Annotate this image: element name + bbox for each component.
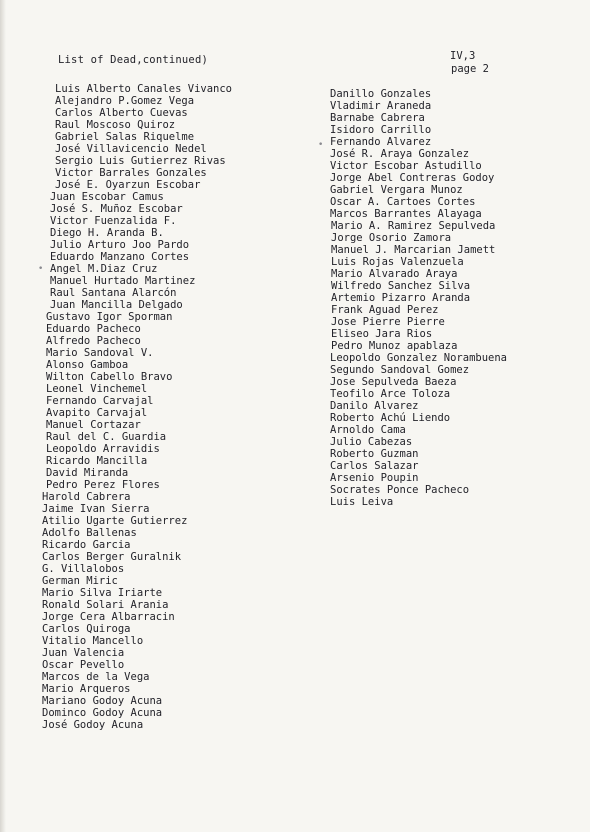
name-entry: Ricardo Garcia (42, 539, 131, 551)
name-entry: Raul Santana Alarcón (50, 287, 177, 299)
name-entry: Carlos Berger Guralnik (42, 551, 182, 563)
name-entry: Oscar Pevello (42, 659, 125, 671)
name-entry: Adolfo Ballenas (42, 527, 137, 539)
name-entry: German Miric (42, 575, 118, 587)
scan-edge-shadow (0, 0, 6, 832)
name-entry: Roberto Achú Liendo (330, 412, 451, 424)
name-entry: Alejandro P.Gomez Vega (55, 95, 195, 107)
name-entry: Wilton Cabello Bravo (46, 371, 173, 383)
name-entry: Juan Valencia (42, 647, 125, 659)
name-entry: Carlos Alberto Cuevas (55, 107, 188, 119)
name-entry: Manuel Hurtado Martinez (50, 275, 196, 287)
name-entry: Pedro Munoz apablaza (331, 340, 458, 352)
name-entry: Julio Arturo Joo Pardo (50, 239, 190, 251)
name-entry: Jorge Osorio Zamora (331, 232, 452, 244)
name-entry: Atilio Ugarte Gutierrez (42, 515, 188, 527)
name-entry: Mario Alvarado Araya (331, 268, 458, 280)
name-entry: José Villavicencio Nedel (55, 143, 207, 155)
page-ref-section: IV,3 (450, 50, 476, 62)
name-entry: Victor Escobar Astudillo (330, 160, 482, 172)
name-entry: Vladimir Araneda (330, 100, 432, 112)
name-entry: Eliseo Jara Rios (331, 328, 433, 340)
name-entry: Fernando Carvajal (46, 395, 154, 407)
name-entry: Mariano Godoy Acuna (42, 695, 163, 707)
name-entry: Arsenio Poupin (330, 472, 419, 484)
name-entry: José Godoy Acuna (42, 719, 144, 731)
name-entry: Mario Sandoval V. (46, 347, 154, 359)
name-entry: Sergio Luis Gutierrez Rivas (55, 155, 226, 167)
name-entry: Ronald Solari Arania (42, 599, 169, 611)
name-entry: Raul del C. Guardia (46, 431, 167, 443)
name-entry: Luis Rojas Valenzuela (331, 256, 464, 268)
name-entry: Mario Silva Iriarte (42, 587, 163, 599)
name-entry: Gabriel Salas Riquelme (55, 131, 195, 143)
name-entry: Jose Sepulveda Baeza (330, 376, 457, 388)
name-entry: Teofilo Arce Toloza (330, 388, 451, 400)
name-entry: Jaime Ivan Sierra (42, 503, 150, 515)
name-entry: Roberto Guzman (330, 448, 419, 460)
name-entry: Eduardo Pacheco (46, 323, 141, 335)
name-entry: Marcos Barrantes Alayaga (330, 208, 482, 220)
name-entry: Mario Arqueros (42, 683, 131, 695)
name-entry: Leopoldo Arravidis (46, 443, 160, 455)
name-entry: Artemio Pizarro Aranda (331, 292, 471, 304)
name-entry: David Miranda (46, 467, 129, 479)
name-entry: Jorge Cera Albarracin (42, 611, 175, 623)
name-entry: Danillo Gonzales (330, 88, 432, 100)
name-entry: Leonel Vinchemel (46, 383, 148, 395)
name-entry: Arnoldo Cama (330, 424, 406, 436)
name-entry: Oscar A. Cartoes Cortes (330, 196, 476, 208)
name-entry: Luis Alberto Canales Vivanco (55, 83, 233, 95)
name-entry: Gustavo Igor Sporman (46, 311, 173, 323)
names-column-right (330, 88, 507, 508)
name-entry: Victor Fuenzalida F. (50, 215, 177, 227)
name-entry: Segundo Sandoval Gomez (330, 364, 470, 376)
name-entry: G. Villalobos (42, 563, 125, 575)
name-entry: Barnabe Cabrera (330, 112, 425, 124)
name-entry: Alfredo Pacheco (46, 335, 141, 347)
page-ref-number: page 2 (451, 63, 489, 75)
document-title: List of Dead,continued) (58, 54, 208, 66)
margin-tick-mark: • (318, 140, 324, 150)
name-entry: Raul Moscoso Quiroz (55, 119, 176, 131)
name-entry: Harold Cabrera (42, 491, 131, 503)
name-entry: Jorge Abel Contreras Godoy (330, 172, 495, 184)
name-entry: Luis Leiva (330, 496, 394, 508)
name-entry: José S. Muñoz Escobar (50, 203, 183, 215)
name-entry: Juan Escobar Camus (50, 191, 164, 203)
name-entry: Carlos Salazar (330, 460, 419, 472)
name-entry: Alonso Gamboa (46, 359, 129, 371)
name-entry: José R. Araya Gonzalez (330, 148, 470, 160)
name-entry: Manuel Cortazar (46, 419, 141, 431)
name-entry: Juan Mancilla Delgado (50, 299, 183, 311)
name-entry: Danilo Alvarez (330, 400, 419, 412)
name-entry: Jose Pierre Pierre (331, 316, 445, 328)
name-entry: Angel M.Diaz Cruz (50, 263, 158, 275)
name-entry: Diego H. Aranda B. (50, 227, 164, 239)
name-entry: Manuel J. Marcarian Jamett (331, 244, 496, 256)
name-entry: Vitalio Mancello (42, 635, 144, 647)
names-column-left (40, 83, 232, 731)
page-reference (450, 50, 489, 76)
name-entry: Carlos Quiroga (42, 623, 131, 635)
name-entry: José E. Oyarzun Escobar (55, 179, 201, 191)
name-entry: Dominco Godoy Acuna (42, 707, 163, 719)
name-entry: Marcos de la Vega (42, 671, 150, 683)
name-entry: Julio Cabezas (330, 436, 413, 448)
name-entry: Pedro Perez Flores (46, 479, 160, 491)
name-entry: Gabriel Vergara Munoz (330, 184, 463, 196)
name-entry: Ricardo Mancilla (46, 455, 148, 467)
name-entry: Socrates Ponce Pacheco (330, 484, 470, 496)
name-entry: Leopoldo Gonzalez Norambuena (330, 352, 508, 364)
name-entry: Fernando Alvarez (330, 136, 432, 148)
name-entry: Avapito Carvajal (46, 407, 148, 419)
margin-tick-mark: • (38, 264, 44, 274)
name-entry: Victor Barrales Gonzales (55, 167, 207, 179)
name-entry: Mario A. Ramirez Sepulveda (331, 220, 496, 232)
name-entry: Wilfredo Sanchez Silva (331, 280, 471, 292)
name-entry: Frank Aguad Perez (331, 304, 439, 316)
name-entry: Eduardo Manzano Cortes (50, 251, 190, 263)
name-entry: Isidoro Carrillo (330, 124, 432, 136)
